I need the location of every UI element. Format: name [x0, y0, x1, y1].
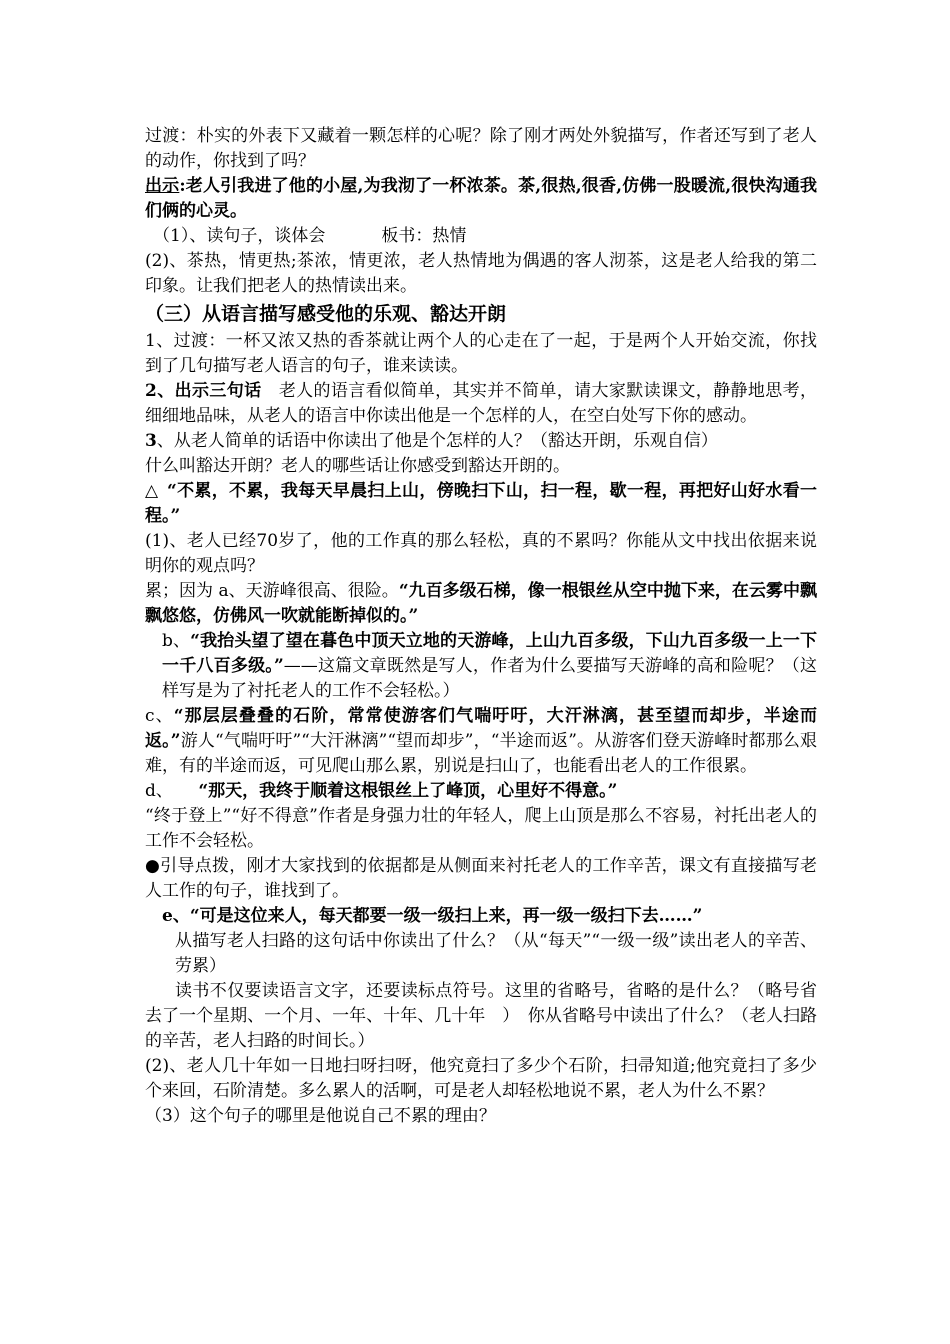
transition-paragraph: 过渡：朴实的外表下又藏着一颗怎样的心呢？除了刚才两处外貌描写，作者还写到了老人的动作，你找到了吗？: [145, 126, 817, 171]
step-1-line: [145, 224, 817, 249]
sub-question-3-number: （3: [145, 1106, 173, 1126]
document-page: [145, 124, 817, 1129]
triangle-icon: △: [145, 481, 159, 501]
show-three-text: 老人的语言看似简单，其实并不简单，请大家默读课文，静静地思考，细细地品味，从老人的语言中你读出他是一个怎样的人，在空白处写下你的感动。: [145, 381, 817, 426]
transition-language: 1、过渡：一杯又浓又热的香茶就让两个人的心走在了一起，于是两个人开始交流，你找到了几句描写老人语言的句子，谁来读读。: [145, 331, 817, 376]
reason-c-text: 游人“气喘吁吁”“大汗淋漓”“望而却步”，“半途而返”。从游客们登天游峰时都那么艰难，有的半途而返，可见爬山那么累，别说是扫山了，也能看出老人的工作很累。: [145, 731, 818, 776]
reason-b-label: b、: [162, 631, 191, 651]
quote-not-tired-text: “不累，不累，我每天早晨扫上山，傍晚扫下山，扫一程，歇一程，再把好山好水看一程。”: [145, 481, 817, 526]
question-3: [145, 429, 817, 454]
question-3-text: 、从老人简单的话语中你读出了他是个怎样的人？（豁达开朗，乐观自信）: [156, 431, 718, 451]
section-heading-3: （三）从语言描写感受他的乐观、豁达开朗: [145, 303, 507, 325]
reason-d-explanation: “终于登上”“好不得意”作者是身强力壮的年轻人，爬上山顶是那么不容易，衬托出老人的工作不会轻松。: [145, 806, 817, 851]
reason-c-quote: “那层层叠叠的石阶，常常使游客们气喘吁吁，大汗淋漓，甚至望而却步，半途而返。”: [145, 706, 817, 751]
question-3-number: 3: [145, 431, 157, 451]
reason-d-label: d、: [145, 781, 165, 801]
reason-e-question: 从描写老人扫路的这句话中你读出了什么？（从“每天”“一级一级”读出老人的辛苦、劳累）: [175, 931, 817, 976]
reason-b-text: ——这篇文章既然是写人，作者为什么要描写天游峰的高和险呢？（这样写是为了衬托老人的工作不会轻松。）: [162, 656, 817, 701]
show-three-sentences: [145, 379, 817, 429]
sub-question-3: [145, 1104, 817, 1129]
ellipsis-paragraph: 读书不仅要读语言文字，还要读标点符号。这里的省略号，省略的是什么？（略号省去了一个星期、一个月、一年、十年、几十年 ） 你从省略号中读出了什么？（老人扫路的辛苦，老人扫路的时间长。）: [145, 981, 817, 1051]
sub-question-2: (2)、老人几十年如一日地扫呀扫呀，他究竟扫了多少个石阶，扫帚知道;他究竟扫了多少个来回，石阶清楚。多么累人的活啊，可是老人却轻松地说不累，老人为什么不累？: [145, 1056, 817, 1101]
reason-a-label: 累；因为 a、天游峰很高、很险。: [145, 581, 399, 601]
what-is-open-minded: 什么叫豁达开朗？老人的哪些话让你感受到豁达开朗的。: [145, 456, 570, 476]
reason-d: [145, 779, 817, 804]
show-sentence-tea: [145, 174, 817, 224]
reason-e-quote: e、“可是这位来人，每天都要一级一级扫上来，再一级一级扫下去……”: [162, 906, 703, 926]
step-1-text: （1）、读句子，谈体会: [153, 226, 326, 246]
reason-c-label: c、: [145, 706, 174, 726]
show-text: :老人引我进了他的小屋,为我沏了一杯浓茶。茶,很热,很香,仿佛一股暖流,很快沟通我们俩的心灵。: [145, 176, 817, 221]
reason-a-quote: “九百多级石梯，像一根银丝从空中抛下来，在云雾中飘飘悠悠，仿佛风一吹就能断掉似的。”: [145, 581, 817, 626]
board-note: 板书：热情: [381, 226, 467, 246]
reason-a: [145, 579, 817, 629]
reason-c: [145, 704, 817, 779]
quote-not-tired: [145, 479, 817, 529]
show-label: 出示: [145, 176, 180, 196]
guidance-paragraph: ●引导点拨，刚才大家找到的依据都是从侧面来衬托老人的工作辛苦，课文有直接描写老人工作的句子，谁找到了。: [145, 856, 817, 901]
step-2-paragraph: (2)、茶热，情更热;茶浓，情更浓，老人热情地为偶遇的客人沏茶，这是老人给我的第二印象。让我们把老人的热情读出来。: [145, 251, 817, 296]
show-three-label: 2、出示三句话: [145, 381, 262, 401]
reason-b: [145, 629, 817, 704]
sub-question-1: (1)、老人已经70岁了，他的工作真的那么轻松，真的不累吗？你能从文中找出依据来说明你的观点吗？: [145, 531, 817, 576]
sub-question-3-text: ）这个句子的哪里是他说自己不累的理由？: [172, 1106, 496, 1126]
reason-d-quote: “那天，我终于顺着这根银丝上了峰顶，心里好不得意。”: [198, 781, 618, 801]
reason-b-quote: “我抬头望了望在暮色中顶天立地的天游峰，上山九百多级，下山九百多级一上一下一千八百多级。”: [162, 631, 817, 676]
